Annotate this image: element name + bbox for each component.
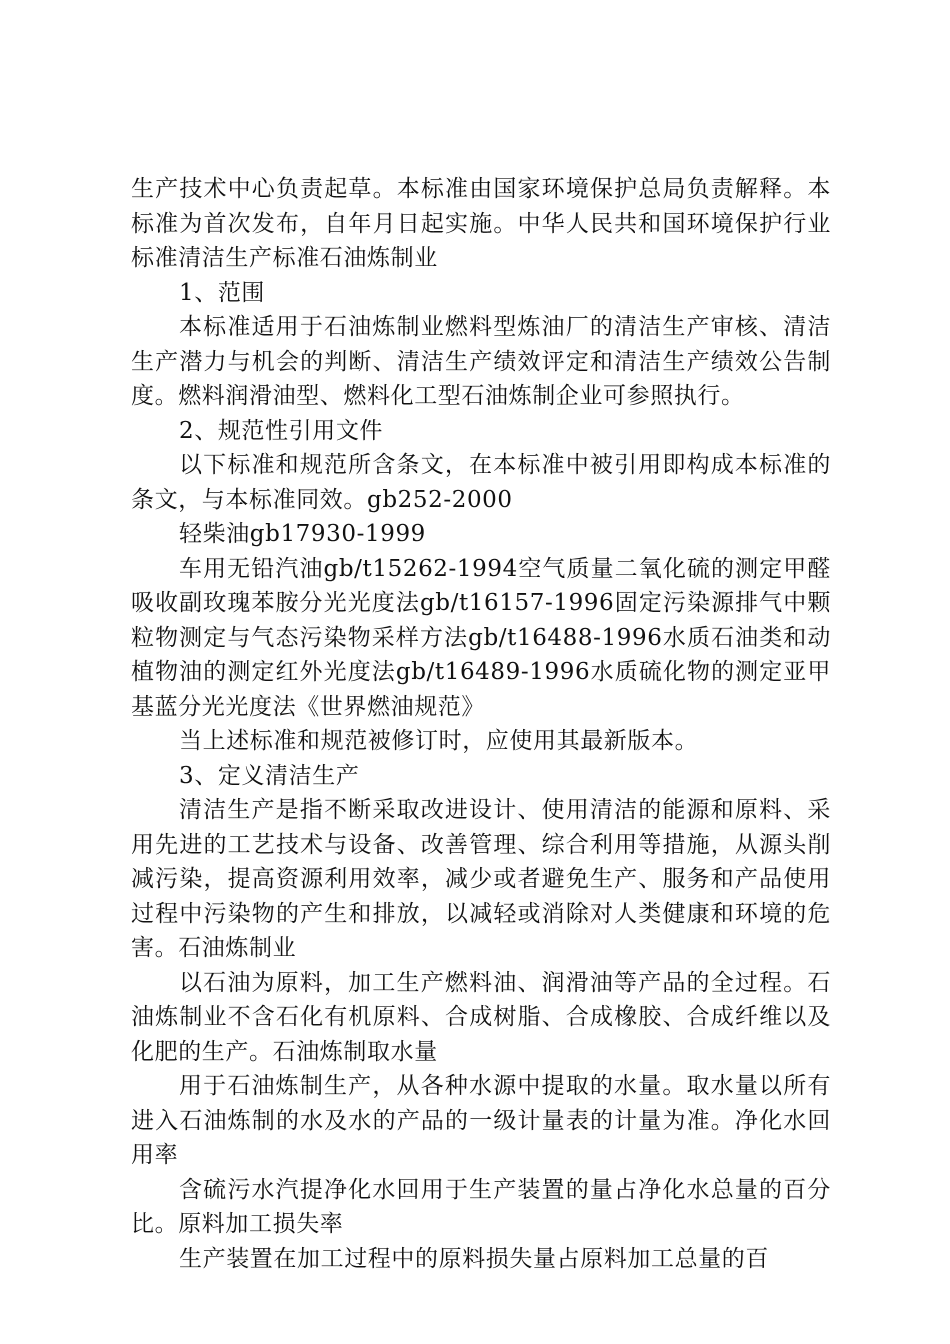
paragraph-clean-production: 清洁生产是指不断采取改进设计、使用清洁的能源和原料、采用先进的工艺技术与设备、改善管理、综合利用等措施，从源头削减污染，提高资源利用效率，减少或者避免生产、服务和产品使用过程中污染物的产生和排放，以减轻或消除对人类健康和环境的危害。石油炼制业 <box>131 797 831 961</box>
paragraph-1: 生产技术中心负责起草。本标准由国家环境保护总局负责解释。本标准为首次发布，自年月日起实施。中华人民共和国环境保护行业标准清洁生产标准石油炼制业 <box>131 176 831 271</box>
section-heading-references: 2、规范性引用文件 <box>179 417 384 444</box>
paragraph-scope: 本标准适用于石油炼制业燃料型炼油厂的清洁生产审核、清洁生产潜力与机会的判断、清洁生产绩效评定和清洁生产绩效公告制度。燃料润滑油型、燃料化工型石油炼制企业可参照执行。 <box>131 314 831 409</box>
paragraph-loss-rate: 生产装置在加工过程中的原料损失量占原料加工总量的百 <box>179 1245 769 1272</box>
document-body <box>131 172 831 1276</box>
section-heading-scope: 1、范围 <box>179 279 266 306</box>
paragraph-petroleum-refining: 以石油为原料，加工生产燃料油、润滑油等产品的全过程。石油炼制业不含石化有机原料、合成树脂、合成橡胶、合成纤维以及化肥的生产。石油炼制取水量 <box>131 969 831 1065</box>
paragraph-standards-list: 车用无铅汽油gb/t15262-1994空气质量二氧化硫的测定甲醛吸收副玫瑰苯胺分光光度法gb/t16157-1996固定污染源排气中颗粒物测定与气态污染物采样方法gb/t16488-1996水质石油类和动植物油的测定红外光度法gb/t16489-1996水质硫化物的测定亚甲基蓝分光光度法《世界燃油规范》 <box>131 555 831 720</box>
paragraph-references: 以下标准和规范所含条文，在本标准中被引用即构成本标准的条文，与本标准同效。gb252-2000 <box>131 452 831 513</box>
paragraph-revision-note: 当上述标准和规范被修订时，应使用其最新版本。 <box>179 728 699 754</box>
section-heading-definitions: 3、定义清洁生产 <box>179 762 360 789</box>
paragraph-purified-water: 含硫污水汽提净化水回用于生产装置的量占净化水总量的百分比。原料加工损失率 <box>131 1176 831 1237</box>
paragraph-water-intake: 用于石油炼制生产，从各种水源中提取的水量。取水量以所有进入石油炼制的水及水的产品的一级计量表的计量为准。净化水回用率 <box>131 1073 831 1168</box>
paragraph-diesel: 轻柴油gb17930-1999 <box>179 521 426 547</box>
